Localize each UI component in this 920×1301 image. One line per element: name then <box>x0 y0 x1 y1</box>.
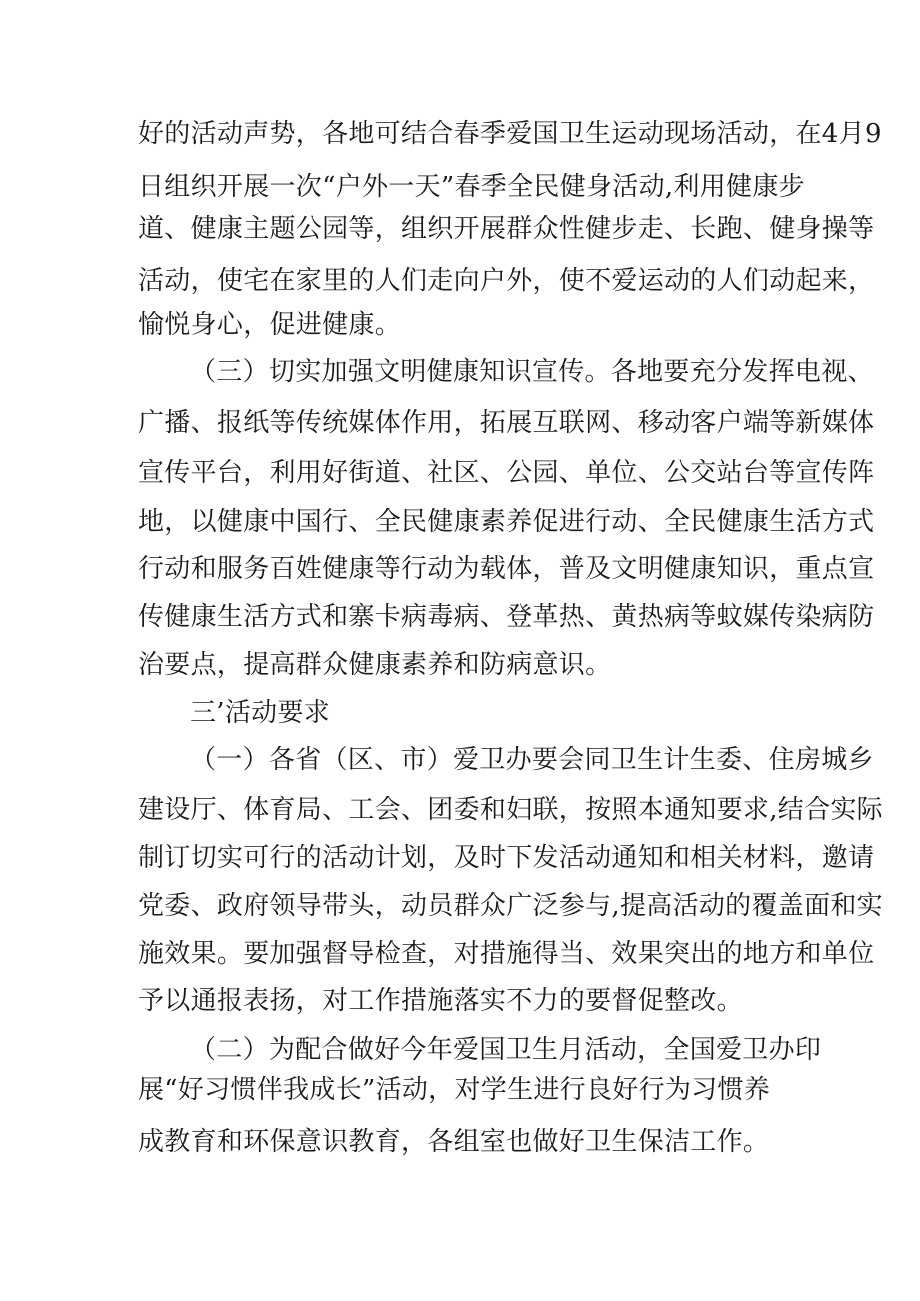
text-line: 好的活动声势，各地可结合春季爱国卫生运动现场活动，在4月9 <box>138 119 882 149</box>
paragraph-start-line: （三）切实加强文明健康知识宣传。各地要充分发挥电视、 <box>190 357 874 387</box>
text-line: 传健康生活方式和寨卡病毒病、登革热、黄热病等蚊媒传染病防 <box>138 602 875 632</box>
text-line: 建设厅、体育局、工会、团委和妇联，按照本通知要求,结合实际 <box>138 795 883 825</box>
text-line: 展“好习惯伴我成长”活动，对学生进行良好行为习惯养 <box>138 1075 771 1105</box>
text-line: 活动，使宅在家里的人们走向户外，使不爱运动的人们动起来， <box>138 266 875 296</box>
text-line: 地，以健康中国行、全民健康素养促进行动、全民健康生活方式 <box>138 507 875 537</box>
text-line: 制订切实可行的活动计划，及时下发活动通知和相关材料，邀请 <box>138 843 875 873</box>
text-line: 道、健康主题公园等，组织开展群众性健步走、长跑、健身操等 <box>138 214 875 244</box>
text-line: 成教育和环保意识教育，各组室也做好卫生保洁工作。 <box>138 1127 770 1157</box>
text-line: 愉悦身心，促进健康。 <box>138 310 402 340</box>
text-line: 广播、报纸等传统媒体作用，拓展互联网、移动客户端等新媒体 <box>138 408 875 438</box>
section-heading: 三’活动要求 <box>190 698 331 728</box>
text-line: 予以通报表扬，对工作措施落实不力的要督促整改。 <box>138 986 743 1016</box>
text-line: 施效果。要加强督导检查，对措施得当、效果突出的地方和单位 <box>138 939 875 969</box>
text-line: 党委、政府领导带头，动员群众广泛参与,提高活动的覆盖面和实 <box>138 891 883 921</box>
text-line: 行动和服务百姓健康等行动为载体，普及文明健康知识，重点宣 <box>138 554 875 584</box>
text-line: 宣传平台，利用好街道、社区、公园、单位、公交站台等宣传阵 <box>138 458 875 488</box>
text-line: 治要点，提高群众健康素养和防病意识。 <box>138 650 612 680</box>
paragraph-start-line: （一）各省（区、市）爱卫办要会同卫生计生委、住房城乡 <box>190 745 874 775</box>
paragraph-start-line: （二）为配合做好今年爱国卫生月活动，全国爱卫办印 <box>190 1035 822 1065</box>
text-line: 日组织开展一次“户外一天”春季全民健身活动,利用健康步 <box>138 172 805 202</box>
